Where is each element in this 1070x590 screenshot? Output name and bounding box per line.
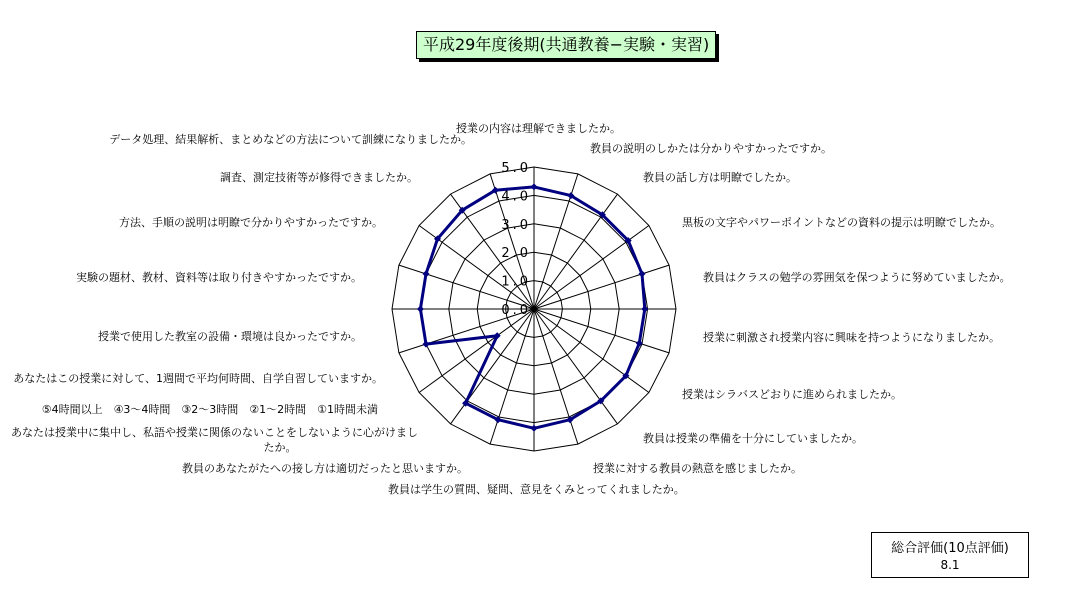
- category-label: 授業はシラバスどおりに進められましたか。: [682, 388, 902, 401]
- radial-tick-label: 1.0: [501, 274, 531, 290]
- overall-score-box: [871, 532, 1029, 578]
- category-label: 授業に対する教員の熱意を感じましたか。: [593, 462, 802, 475]
- spoke-line: [534, 265, 669, 309]
- radial-tick-label: 2.0: [501, 246, 531, 262]
- data-point: [531, 425, 538, 432]
- category-label: 教員はクラスの勉学の雰囲気を保つように努めていましたか。: [703, 271, 1011, 284]
- category-label: 実験の題材、教材、資料等は取り付きやすかったですか。: [76, 271, 362, 284]
- category-label: 教員のあなたがたへの接し方は適切だったと思いますか。: [182, 462, 468, 475]
- category-label: 教員の話し方は明瞭でしたか。: [643, 171, 797, 184]
- chart-title: 平成29年度後期(共通教養−実験・実習): [416, 31, 716, 59]
- data-point: [423, 341, 430, 348]
- category-label: 調査、測定技術等が修得できましたか。: [220, 171, 418, 184]
- category-label: 黒板の文字やパワーポイントなどの資料の提示は明瞭でしたか。: [682, 216, 1001, 229]
- category-label: ⑤4時間以上 ④3～4時間 ③2～3時間 ②1～2時間 ①1時間未満: [41, 403, 378, 416]
- radial-tick-label: 4.0: [501, 189, 531, 205]
- data-point: [423, 270, 430, 277]
- category-label: 授業に刺激され授業内容に興味を持つようになりましたか。: [703, 331, 1000, 344]
- spoke-line: [534, 309, 618, 424]
- category-label: データ処理、結果解析、まとめなどの方法について訓練になりましたか。: [109, 133, 472, 146]
- spoke-line: [534, 309, 649, 393]
- spoke-line: [534, 194, 618, 309]
- category-label: 教員は学生の質問、疑問、意見をくみとってくれましたか。: [388, 483, 685, 496]
- category-label: たか。: [263, 441, 297, 454]
- overall-score-label: 総合評価(10点評価): [891, 541, 1009, 556]
- category-label: 方法、手順の説明は明瞭で分かりやすかったですか。: [119, 216, 383, 229]
- radial-tick-label: 3.0: [501, 217, 531, 233]
- category-label: 授業で使用した教室の設備・環境は良かったですか。: [98, 330, 362, 343]
- data-point: [531, 183, 538, 190]
- category-label: あなたは授業中に集中し、私語や授業に関係のないことをしないように心がけまし: [11, 426, 418, 439]
- category-label: 教員の説明のしかたは分かりやすかったですか。: [590, 142, 832, 155]
- spoke-line: [451, 309, 535, 424]
- radial-tick-label: 0.0: [501, 303, 531, 318]
- radial-tick-label: 5.0: [501, 161, 531, 176]
- category-label: あなたはこの授業に対して、1週間で平均何時間、自学自習していますか。: [13, 372, 383, 385]
- overall-score-value: 8.1: [940, 558, 960, 572]
- spoke-line: [534, 226, 649, 310]
- spoke-line: [534, 309, 669, 353]
- data-point: [417, 306, 424, 313]
- category-label: 授業の内容は理解できましたか。: [456, 122, 621, 135]
- category-label: 教員は授業の準備を十分にしていましたか。: [643, 432, 863, 445]
